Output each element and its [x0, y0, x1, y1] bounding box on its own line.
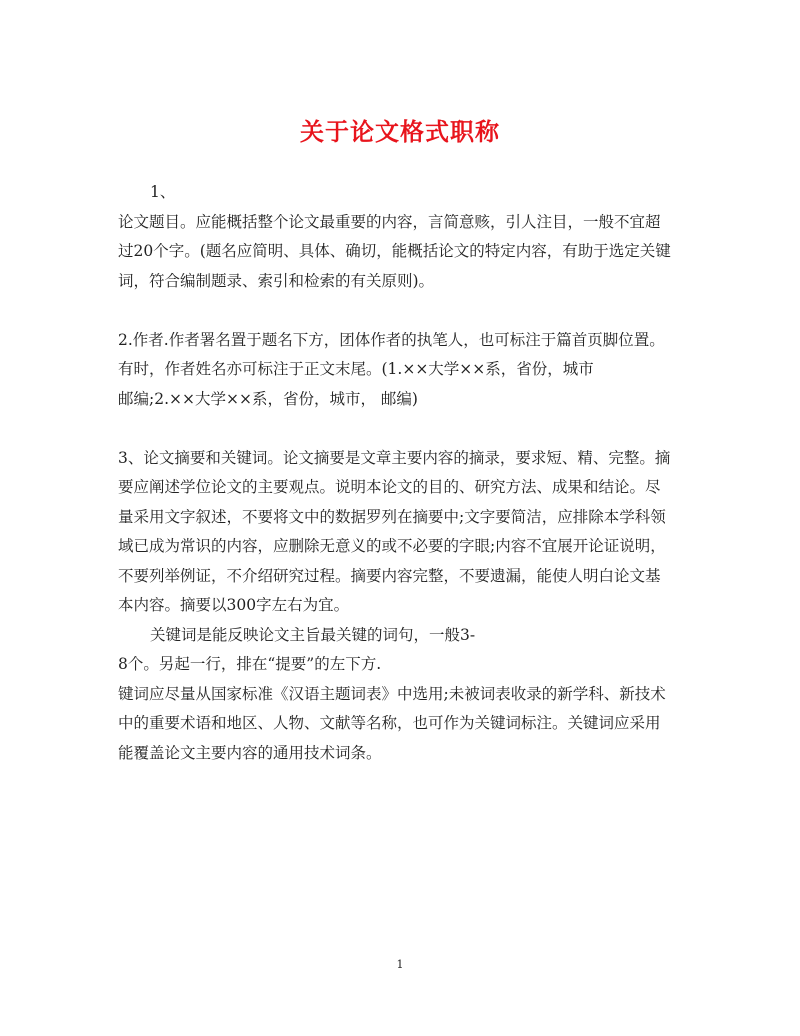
section-1-line: 论文题目。应能概括整个论文最重要的内容，言简意赅，引人注目，一般不宜超 — [118, 212, 661, 231]
page-number: 1 — [396, 958, 404, 971]
section-3-line: 域已成为常识的内容，应删除无意义的或不必要的字眼;内容不宜展开论证说明， — [118, 537, 666, 555]
document-body — [118, 178, 684, 768]
keywords-line: 中的重要术语和地区、人物、文献等名称，也可作为关键词标注。关键词应采用 — [118, 714, 661, 732]
section-2-line: 邮编;2.××大学××系，省份，城市， 邮编) — [118, 389, 418, 408]
section-3-line: 量采用文字叙述，不要将文中的数据罗列在摘要中;文字要简洁，应排除本学科领 — [118, 507, 666, 526]
paragraph-gap — [118, 414, 684, 444]
section-3-line: 3、论文摘要和关键词。论文摘要是文章主要内容的摘录，要求短、精、完整。摘 — [118, 448, 671, 467]
section-3-line: 要应阐述学位论文的主要观点。说明本论文的目的、研究方法、成果和结论。尽 — [118, 478, 661, 496]
paragraph-gap — [118, 296, 684, 326]
section-3-line: 不要列举例证，不介绍研究过程。摘要内容完整，不要遗漏，能使人明白论文基 — [118, 566, 661, 585]
section-1-number: 1、 — [150, 183, 176, 201]
section-1-line: 过20个字。(题名应简明、具体、确切，能概括论文的特定内容，有助于选定关键 — [118, 242, 671, 260]
section-3-line: 本内容。摘要以300字左右为宜。 — [118, 596, 350, 614]
keywords-line: 能覆盖论文主要内容的通用技术词条。 — [118, 743, 382, 762]
section-2-line: 有时，作者姓名亦可标注于正文末尾。(1.××大学××系，省份，城市 — [118, 360, 594, 378]
section-1-line: 词，符合编制题录、索引和检索的有关原则)。 — [118, 271, 435, 290]
keywords-first-line: 关键词是能反映论文主旨最关键的词句，一般3- — [150, 625, 476, 644]
keywords-line: 键词应尽量从国家标准《汉语主题词表》中选用;未被词表收录的新学科、新技术 — [118, 684, 666, 703]
keywords-line: 8个。另起一行，排在“提要”的左下方. — [118, 655, 382, 673]
section-2-line: 2.作者.作者署名置于题名下方，团体作者的执笔人，也可标注于篇首页脚位置。 — [118, 330, 665, 349]
document-title: 关于论文格式职称 — [300, 117, 500, 146]
